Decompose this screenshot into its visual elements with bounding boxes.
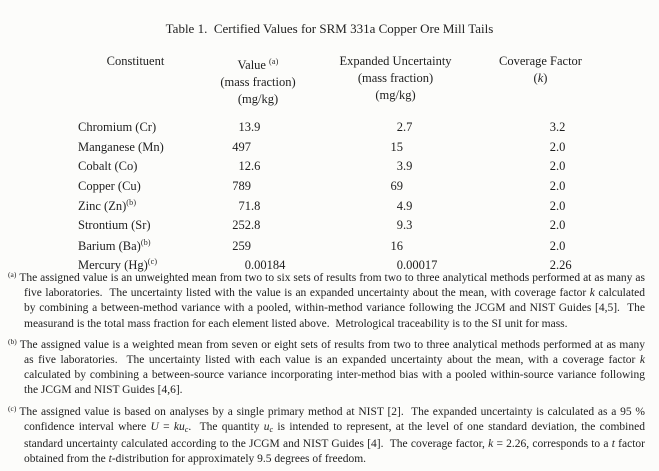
cell-uncertainty-number: 4 .9 [396, 199, 413, 214]
cell-constituent [78, 159, 193, 174]
cell-value [193, 218, 323, 233]
cell-value-number: 259 [232, 238, 251, 253]
cell-coverage-number: 2 .0 [549, 199, 566, 214]
footnote-c [8, 401, 648, 468]
coverage-header-label: Coverage Factor [499, 54, 582, 68]
value-header-label: Value [237, 58, 266, 72]
footnote-text-segment: k [488, 438, 494, 451]
column-header-constituent-label: Constituent [106, 54, 165, 68]
footnote-text-segment: . The quantity [188, 420, 264, 433]
table-header [78, 53, 613, 108]
footnote-text-segment: k [589, 287, 595, 300]
cell-value-number: 497 [232, 139, 251, 154]
footnote-text-segment: c [269, 424, 274, 434]
table-row [78, 120, 613, 140]
cell-value-number: 252 .8 [232, 217, 261, 232]
cell-coverage [468, 239, 613, 254]
cell-coverage [468, 140, 613, 155]
table-row [78, 159, 613, 179]
cell-value [193, 239, 323, 254]
constituent-label: Mercury (Hg) [78, 258, 148, 273]
cell-coverage [468, 199, 613, 214]
footnote-a [8, 267, 648, 332]
constituent-label: Zinc (Zn) [78, 199, 127, 214]
cell-uncertainty [323, 199, 468, 214]
cell-coverage-number: 3 .2 [549, 120, 566, 134]
cell-value [193, 179, 323, 194]
footnote-marker: (a) [8, 270, 17, 279]
constituent-label: Cobalt (Co) [78, 159, 138, 174]
constituent-label: Copper (Cu) [78, 178, 141, 193]
footnote-text-segment: = 2.26, corresponds to a [493, 438, 612, 451]
cell-coverage [468, 159, 613, 174]
cell-uncertainty [323, 120, 468, 135]
table-row [78, 238, 613, 258]
column-header-coverage-factor [468, 53, 613, 108]
constituent-label: Barium (Ba) [78, 238, 141, 253]
constituent-footnote-ref: (b) [140, 237, 151, 247]
footnote-text-segment: The assigned value is a weighted mean from seven or eight sets of results from two to three analytical methods performed at as many as five laboratories. The uncertainty listed with each value is an expanded uncertainty about the mean, with a coverage factor [19, 338, 648, 367]
column-header-constituent [78, 53, 193, 108]
footnote-marker: (b) [8, 336, 17, 346]
footnote-marker: (c) [8, 403, 17, 413]
cell-uncertainty-number: 2 .7 [396, 120, 413, 134]
footnote-text-segment: u [263, 420, 270, 433]
table-row [78, 218, 613, 238]
uncertainty-header-unit: (mg/kg) [375, 88, 416, 102]
cell-coverage-number: 2 .26 [549, 258, 572, 273]
cell-constituent [78, 179, 193, 194]
cell-coverage-number: 2 .0 [549, 178, 566, 193]
table-title: Table 1. Certified Values for SRM 331a Copper Ore Mill Tails [165, 21, 494, 36]
cell-uncertainty [323, 179, 468, 194]
cell-coverage [468, 218, 613, 233]
constituent-footnote-ref: (c) [147, 257, 158, 267]
cell-constituent [78, 140, 193, 155]
cell-constituent [78, 198, 193, 214]
cell-value-number: 0 .00184 [244, 258, 286, 273]
cell-uncertainty-number: 15 [390, 139, 403, 154]
footnote-text-segment: c [184, 424, 189, 434]
footnote-text-segment: calculated by combining a between-source variance incorporating inter-method bias with a pooled within-source variance following the JCGM and NIST Guides [4,6]. [24, 354, 648, 397]
value-header-unit: (mg/kg) [237, 92, 279, 106]
value-header-footnote-ref: (a) [268, 57, 279, 66]
cell-coverage [468, 179, 613, 194]
cell-constituent [78, 218, 193, 233]
footnote-text-segment: factor obtained from the [24, 438, 648, 466]
cell-uncertainty-number: 3 .9 [396, 159, 413, 174]
uncertainty-header-label: Expanded Uncertainty [339, 54, 452, 68]
footnote-text-segment: t [611, 438, 615, 451]
cell-value-number: 789 [232, 178, 251, 193]
column-header-expanded-uncertainty [323, 53, 468, 108]
footnote-text-segment: is intended to represent, at the level of one standard deviation, the combined standard uncertainty calculated according to the JCGM and NIST Guides [4]. The coverage factor, [24, 420, 648, 451]
footnote-text-segment: k [639, 354, 645, 367]
coverage-header-k: (k) [533, 71, 548, 85]
cell-coverage-number: 2 .0 [549, 238, 566, 253]
footnote-text-segment: = [158, 420, 174, 433]
footnote-text-segment: calculated by combining a between-method variance with a pooled, within-method variance following the JCGM and NIST Guides [4,5]. The measurand is the total mass fraction for each element listed above. Metrological traceability is to the SI unit for mass. [24, 287, 648, 330]
footnote-text-segment: t [108, 453, 112, 466]
cell-uncertainty-number: 9 .3 [396, 217, 413, 232]
cell-coverage-number: 2 .0 [549, 139, 566, 154]
footnote-text-segment: The assigned value is an unweighted mean from two to six sets of results from two to three analytical methods performed at as many as five laboratories. The uncertainty listed with the value is an expanded uncertainty about the mean, with coverage factor [19, 272, 648, 300]
footnote-text-segment: -distribution for approximately 9.5 degrees of freedom. [111, 453, 367, 466]
cell-value [193, 140, 323, 155]
constituent-label: Strontium (Sr) [78, 217, 151, 232]
constituent-label: Manganese (Mn) [78, 139, 164, 154]
cell-uncertainty [323, 239, 468, 254]
footnote-text-segment: The assigned value is based on analyses by a single primary method at NIST [2]. The expanded uncertainty is calculated as a 95 % confidence interval where [19, 405, 648, 433]
cell-uncertainty-number: 69 [390, 178, 403, 193]
footnote-b [8, 334, 648, 399]
value-header-unit-line: (mass fraction) [220, 75, 296, 89]
table-row [78, 179, 613, 199]
column-header-value [193, 53, 323, 108]
cell-uncertainty [323, 159, 468, 174]
cell-value-number: 13 .9 [238, 120, 261, 134]
cell-uncertainty [323, 218, 468, 233]
cell-constituent [78, 238, 193, 254]
footnotes [8, 267, 648, 469]
cell-coverage-number: 2 .0 [549, 159, 566, 174]
cell-value [193, 120, 323, 135]
cell-uncertainty-number: 0 .00017 [396, 258, 438, 273]
cell-value [193, 199, 323, 214]
cell-value-number: 71 .8 [238, 199, 261, 214]
uncertainty-header-unit-line: (mass fraction) [357, 71, 434, 85]
constituent-footnote-ref: (b) [126, 198, 137, 208]
cell-coverage [468, 120, 613, 135]
cell-uncertainty [323, 140, 468, 155]
footnote-text-segment: U [150, 420, 159, 433]
table-row [78, 198, 613, 218]
certified-values-table [78, 53, 613, 277]
table-row [78, 140, 613, 160]
footnote-text-segment: ku [173, 420, 185, 433]
cell-constituent [78, 120, 193, 135]
cell-uncertainty-number: 16 [390, 238, 403, 253]
cell-value-number: 12 .6 [238, 159, 261, 174]
cell-coverage-number: 2 .0 [549, 217, 566, 232]
constituent-label: Chromium (Cr) [78, 120, 157, 134]
cell-value [193, 159, 323, 174]
table-body [78, 120, 613, 277]
